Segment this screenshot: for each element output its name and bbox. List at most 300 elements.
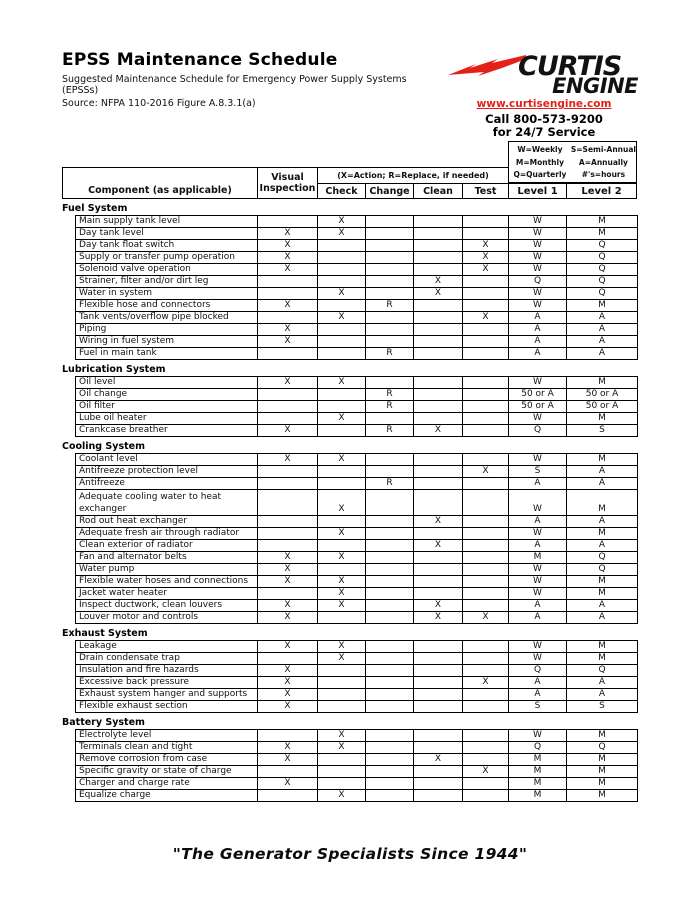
check-cell: X bbox=[318, 454, 366, 466]
check-cell bbox=[318, 689, 366, 701]
visual-inspection-cell: X bbox=[258, 564, 318, 576]
check-cell: X bbox=[318, 641, 366, 653]
check-cell: X bbox=[318, 576, 366, 588]
component-cell: Exhaust system hanger and supports bbox=[76, 689, 258, 701]
change-cell bbox=[366, 228, 414, 240]
clean-cell: X bbox=[414, 276, 463, 288]
legend-monthly: M=Monthly bbox=[515, 157, 564, 167]
check-cell: X bbox=[318, 490, 366, 516]
component-cell: Water in system bbox=[76, 288, 258, 300]
change-cell bbox=[366, 540, 414, 552]
section-title: Battery System bbox=[62, 717, 145, 728]
table-row bbox=[76, 478, 638, 490]
component-cell: Drain condensate trap bbox=[76, 653, 258, 665]
clean-cell bbox=[414, 689, 463, 701]
component-cell: Jacket water heater bbox=[76, 588, 258, 600]
test-cell bbox=[463, 689, 509, 701]
level2-cell: A bbox=[567, 689, 638, 701]
test-cell: X bbox=[463, 240, 509, 252]
visual-inspection-cell: X bbox=[258, 425, 318, 437]
level2-cell: A bbox=[567, 336, 638, 348]
table-row bbox=[76, 600, 638, 612]
clean-cell bbox=[414, 552, 463, 564]
section-title: Exhaust System bbox=[62, 628, 148, 639]
change-cell bbox=[366, 665, 414, 677]
level1-cell: W bbox=[509, 240, 567, 252]
column-header-test: Test bbox=[462, 183, 509, 199]
level1-cell: W bbox=[509, 730, 567, 742]
visual-inspection-cell bbox=[258, 276, 318, 288]
clean-cell bbox=[414, 264, 463, 276]
change-cell bbox=[366, 588, 414, 600]
clean-cell bbox=[414, 324, 463, 336]
clean-cell bbox=[414, 216, 463, 228]
change-cell bbox=[366, 216, 414, 228]
component-cell: Charger and charge rate bbox=[76, 778, 258, 790]
change-cell bbox=[366, 528, 414, 540]
check-cell bbox=[318, 240, 366, 252]
component-cell: Solenoid valve operation bbox=[76, 264, 258, 276]
table-row bbox=[76, 389, 638, 401]
visual-inspection-cell bbox=[258, 348, 318, 360]
level2-cell: M bbox=[567, 228, 638, 240]
visual-inspection-cell: X bbox=[258, 778, 318, 790]
change-cell bbox=[366, 778, 414, 790]
level1-cell: W bbox=[509, 454, 567, 466]
visual-inspection-cell: X bbox=[258, 252, 318, 264]
level1-cell: Q bbox=[509, 276, 567, 288]
legend-annually: A=Annually bbox=[578, 157, 628, 167]
level2-cell: A bbox=[567, 466, 638, 478]
clean-cell bbox=[414, 377, 463, 389]
clean-cell bbox=[414, 677, 463, 689]
clean-cell bbox=[414, 389, 463, 401]
visual-inspection-cell bbox=[258, 653, 318, 665]
visual-inspection-cell bbox=[258, 516, 318, 528]
check-cell bbox=[318, 300, 366, 312]
level1-cell: M bbox=[509, 790, 567, 802]
level2-cell: M bbox=[567, 766, 638, 778]
clean-cell bbox=[414, 348, 463, 360]
test-cell: X bbox=[463, 612, 509, 624]
visual-inspection-cell: X bbox=[258, 576, 318, 588]
test-cell bbox=[463, 336, 509, 348]
table-row bbox=[76, 264, 638, 276]
column-header-visual-inspection bbox=[257, 167, 318, 199]
clean-cell: X bbox=[414, 425, 463, 437]
component-cell: Fan and alternator belts bbox=[76, 552, 258, 564]
change-cell bbox=[366, 754, 414, 766]
level2-cell: M bbox=[567, 490, 638, 516]
level1-cell: M bbox=[509, 754, 567, 766]
component-cell: Crankcase breather bbox=[76, 425, 258, 437]
company-logo-block bbox=[448, 52, 640, 139]
table-row bbox=[76, 576, 638, 588]
section-table bbox=[75, 729, 638, 802]
visual-inspection-cell bbox=[258, 288, 318, 300]
table-row bbox=[76, 300, 638, 312]
level2-cell: M bbox=[567, 778, 638, 790]
visual-inspection-cell bbox=[258, 401, 318, 413]
table-row bbox=[76, 689, 638, 701]
check-cell bbox=[318, 425, 366, 437]
change-cell bbox=[366, 790, 414, 802]
service-line: for 24/7 Service bbox=[492, 125, 596, 139]
level2-cell: M bbox=[567, 730, 638, 742]
level1-cell: W bbox=[509, 490, 567, 516]
visual-inspection-cell: X bbox=[258, 742, 318, 754]
visual-inspection-cell bbox=[258, 413, 318, 425]
component-cell: Equalize charge bbox=[76, 790, 258, 802]
clean-cell bbox=[414, 701, 463, 713]
component-cell: Oil level bbox=[76, 377, 258, 389]
visual-inspection-cell: X bbox=[258, 300, 318, 312]
component-cell: Water pump bbox=[76, 564, 258, 576]
visual-inspection-cell bbox=[258, 466, 318, 478]
level2-cell: Q bbox=[567, 276, 638, 288]
level2-cell: M bbox=[567, 588, 638, 600]
clean-cell: X bbox=[414, 288, 463, 300]
component-cell: Leakage bbox=[76, 641, 258, 653]
component-cell: Inspect ductwork, clean louvers bbox=[76, 600, 258, 612]
component-cell: Day tank float switch bbox=[76, 240, 258, 252]
section-table bbox=[75, 640, 638, 713]
level2-cell: S bbox=[567, 425, 638, 437]
visual-inspection-cell: X bbox=[258, 228, 318, 240]
visual-inspection-cell: X bbox=[258, 701, 318, 713]
test-cell bbox=[463, 377, 509, 389]
visual-inspection-cell: X bbox=[258, 754, 318, 766]
table-row bbox=[76, 528, 638, 540]
level1-cell: Q bbox=[509, 665, 567, 677]
check-cell bbox=[318, 466, 366, 478]
visual-inspection-cell: X bbox=[258, 552, 318, 564]
change-cell bbox=[366, 641, 414, 653]
test-cell bbox=[463, 665, 509, 677]
visual-inspection-cell: X bbox=[258, 665, 318, 677]
visual-inspection-cell: X bbox=[258, 336, 318, 348]
change-cell bbox=[366, 701, 414, 713]
level1-cell: W bbox=[509, 564, 567, 576]
component-cell: Louver motor and controls bbox=[76, 612, 258, 624]
table-row bbox=[76, 516, 638, 528]
level2-cell: M bbox=[567, 528, 638, 540]
table-row bbox=[76, 701, 638, 713]
check-cell bbox=[318, 516, 366, 528]
change-cell bbox=[366, 689, 414, 701]
clean-cell bbox=[414, 336, 463, 348]
component-cell: Supply or transfer pump operation bbox=[76, 252, 258, 264]
test-cell bbox=[463, 425, 509, 437]
clean-cell bbox=[414, 730, 463, 742]
check-cell bbox=[318, 389, 366, 401]
level2-cell: Q bbox=[567, 264, 638, 276]
change-cell bbox=[366, 612, 414, 624]
check-cell bbox=[318, 252, 366, 264]
visual-inspection-cell bbox=[258, 389, 318, 401]
level2-cell: M bbox=[567, 300, 638, 312]
table-row bbox=[76, 312, 638, 324]
visual-inspection-cell bbox=[258, 766, 318, 778]
test-cell bbox=[463, 540, 509, 552]
table-row bbox=[76, 552, 638, 564]
column-header-change: Change bbox=[365, 183, 414, 199]
level2-cell: M bbox=[567, 790, 638, 802]
level2-cell: A bbox=[567, 516, 638, 528]
change-cell bbox=[366, 276, 414, 288]
component-cell: Strainer, filter and/or dirt leg bbox=[76, 276, 258, 288]
table-row bbox=[76, 778, 638, 790]
test-cell: X bbox=[463, 677, 509, 689]
change-cell bbox=[366, 552, 414, 564]
table-row bbox=[76, 677, 638, 689]
visual-inspection-cell: X bbox=[258, 600, 318, 612]
test-cell bbox=[463, 324, 509, 336]
visual-inspection-cell: X bbox=[258, 240, 318, 252]
check-cell: X bbox=[318, 653, 366, 665]
check-cell bbox=[318, 276, 366, 288]
component-cell: Lube oil heater bbox=[76, 413, 258, 425]
component-cell: Terminals clean and tight bbox=[76, 742, 258, 754]
test-cell bbox=[463, 754, 509, 766]
column-header-clean: Clean bbox=[413, 183, 463, 199]
legend-quarterly: Q=Quarterly bbox=[513, 170, 567, 180]
change-cell bbox=[366, 288, 414, 300]
visual-inspection-cell bbox=[258, 528, 318, 540]
page-title: EPSS Maintenance Schedule bbox=[62, 50, 338, 70]
visual-inspection-cell: X bbox=[258, 689, 318, 701]
change-cell bbox=[366, 413, 414, 425]
change-cell: R bbox=[366, 389, 414, 401]
change-cell bbox=[366, 730, 414, 742]
check-cell bbox=[318, 478, 366, 490]
check-cell: X bbox=[318, 588, 366, 600]
brand-name-engine: ENGINE bbox=[552, 74, 638, 98]
change-cell bbox=[366, 653, 414, 665]
column-header-check: Check bbox=[317, 183, 366, 199]
column-header-level2: Level 2 bbox=[566, 183, 637, 199]
change-cell bbox=[366, 516, 414, 528]
level2-cell: M bbox=[567, 754, 638, 766]
table-row bbox=[76, 228, 638, 240]
level2-cell: M bbox=[567, 454, 638, 466]
level1-cell: A bbox=[509, 336, 567, 348]
level1-cell: 50 or A bbox=[509, 389, 567, 401]
table-row bbox=[76, 754, 638, 766]
table-row bbox=[76, 324, 638, 336]
level1-cell: 50 or A bbox=[509, 401, 567, 413]
table-row bbox=[76, 454, 638, 466]
section-table bbox=[75, 215, 638, 360]
table-row bbox=[76, 612, 638, 624]
level2-cell: Q bbox=[567, 552, 638, 564]
check-cell bbox=[318, 324, 366, 336]
test-cell bbox=[463, 216, 509, 228]
level2-cell: A bbox=[567, 478, 638, 490]
test-cell: X bbox=[463, 252, 509, 264]
level1-cell: A bbox=[509, 677, 567, 689]
table-row bbox=[76, 336, 638, 348]
section-title: Cooling System bbox=[62, 441, 145, 452]
component-cell: Tank vents/overflow pipe blocked bbox=[76, 312, 258, 324]
test-cell bbox=[463, 653, 509, 665]
check-cell bbox=[318, 778, 366, 790]
visual-inspection-cell bbox=[258, 312, 318, 324]
clean-cell bbox=[414, 766, 463, 778]
table-row bbox=[76, 425, 638, 437]
level1-cell: W bbox=[509, 288, 567, 300]
website-link[interactable]: www.curtisengine.com bbox=[476, 98, 612, 110]
level1-cell: A bbox=[509, 612, 567, 624]
clean-cell bbox=[414, 588, 463, 600]
clean-cell bbox=[414, 778, 463, 790]
component-cell: Antifreeze bbox=[76, 478, 258, 490]
visual-inspection-cell bbox=[258, 490, 318, 516]
footer-slogan: "The Generator Specialists Since 1944" bbox=[172, 845, 528, 863]
test-cell bbox=[463, 389, 509, 401]
change-cell bbox=[366, 466, 414, 478]
test-cell bbox=[463, 413, 509, 425]
test-cell bbox=[463, 276, 509, 288]
check-cell bbox=[318, 264, 366, 276]
test-cell bbox=[463, 478, 509, 490]
change-cell bbox=[366, 264, 414, 276]
check-cell: X bbox=[318, 228, 366, 240]
change-cell bbox=[366, 377, 414, 389]
level2-cell: Q bbox=[567, 288, 638, 300]
level2-cell: M bbox=[567, 576, 638, 588]
table-row bbox=[76, 641, 638, 653]
check-cell: X bbox=[318, 528, 366, 540]
check-cell bbox=[318, 564, 366, 576]
component-cell: Oil filter bbox=[76, 401, 258, 413]
phone-line: Call 800-573-9200 bbox=[485, 112, 603, 126]
visual-inspection-cell: X bbox=[258, 612, 318, 624]
table-row bbox=[76, 276, 638, 288]
component-cell: Oil change bbox=[76, 389, 258, 401]
level2-cell: Q bbox=[567, 564, 638, 576]
clean-cell bbox=[414, 454, 463, 466]
clean-cell bbox=[414, 490, 463, 516]
test-cell bbox=[463, 516, 509, 528]
change-cell bbox=[366, 677, 414, 689]
visual-inspection-cell: X bbox=[258, 677, 318, 689]
component-cell: Coolant level bbox=[76, 454, 258, 466]
table-sections bbox=[62, 202, 638, 802]
check-cell: X bbox=[318, 730, 366, 742]
component-cell: Clean exterior of radiator bbox=[76, 540, 258, 552]
table-row bbox=[76, 377, 638, 389]
level1-cell: Q bbox=[509, 425, 567, 437]
level1-cell: M bbox=[509, 552, 567, 564]
clean-cell bbox=[414, 252, 463, 264]
change-cell bbox=[366, 600, 414, 612]
level1-cell: A bbox=[509, 478, 567, 490]
clean-cell bbox=[414, 790, 463, 802]
level1-cell: A bbox=[509, 348, 567, 360]
test-cell bbox=[463, 730, 509, 742]
clean-cell bbox=[414, 228, 463, 240]
test-cell bbox=[463, 228, 509, 240]
table-row bbox=[76, 588, 638, 600]
document-header bbox=[62, 50, 442, 109]
clean-cell bbox=[414, 564, 463, 576]
level2-cell: S bbox=[567, 701, 638, 713]
level1-cell: A bbox=[509, 516, 567, 528]
table-row bbox=[76, 240, 638, 252]
level1-cell: W bbox=[509, 641, 567, 653]
visual-inspection-cell bbox=[258, 216, 318, 228]
section-title: Fuel System bbox=[62, 203, 128, 214]
section-title: Lubrication System bbox=[62, 364, 166, 375]
level2-cell: M bbox=[567, 653, 638, 665]
component-cell: Main supply tank level bbox=[76, 216, 258, 228]
level1-cell: W bbox=[509, 588, 567, 600]
clean-cell bbox=[414, 312, 463, 324]
clean-cell bbox=[414, 300, 463, 312]
level1-cell: W bbox=[509, 576, 567, 588]
component-cell: Antifreeze protection level bbox=[76, 466, 258, 478]
clean-cell bbox=[414, 528, 463, 540]
component-cell: Specific gravity or state of charge bbox=[76, 766, 258, 778]
check-cell: X bbox=[318, 552, 366, 564]
visual-inspection-cell: X bbox=[258, 264, 318, 276]
table-row bbox=[76, 742, 638, 754]
table-row bbox=[76, 466, 638, 478]
table-row bbox=[76, 540, 638, 552]
brand-name-curtis: CURTIS bbox=[518, 51, 622, 82]
test-cell: X bbox=[463, 264, 509, 276]
level1-cell: W bbox=[509, 413, 567, 425]
visual-inspection-cell: X bbox=[258, 454, 318, 466]
visual-inspection-cell bbox=[258, 540, 318, 552]
test-cell: X bbox=[463, 466, 509, 478]
change-cell: R bbox=[366, 348, 414, 360]
visual-inspection-cell: X bbox=[258, 377, 318, 389]
clean-cell bbox=[414, 401, 463, 413]
change-cell bbox=[366, 336, 414, 348]
check-cell bbox=[318, 701, 366, 713]
change-cell bbox=[366, 312, 414, 324]
level2-cell: A bbox=[567, 540, 638, 552]
component-cell: Flexible hose and connectors bbox=[76, 300, 258, 312]
clean-cell bbox=[414, 742, 463, 754]
table-row bbox=[76, 665, 638, 677]
table-row bbox=[76, 401, 638, 413]
clean-cell bbox=[414, 240, 463, 252]
level1-cell: A bbox=[509, 689, 567, 701]
check-cell: X bbox=[318, 413, 366, 425]
clean-cell bbox=[414, 665, 463, 677]
component-cell: Insulation and fire hazards bbox=[76, 665, 258, 677]
table-row bbox=[76, 413, 638, 425]
level1-cell: W bbox=[509, 300, 567, 312]
test-cell bbox=[463, 701, 509, 713]
level1-cell: W bbox=[509, 264, 567, 276]
visual-inspection-cell bbox=[258, 730, 318, 742]
test-cell bbox=[463, 552, 509, 564]
test-cell bbox=[463, 742, 509, 754]
level1-cell: A bbox=[509, 312, 567, 324]
level1-cell: A bbox=[509, 540, 567, 552]
level2-cell: Q bbox=[567, 252, 638, 264]
visual-inspection-cell bbox=[258, 478, 318, 490]
clean-cell bbox=[414, 641, 463, 653]
table-row bbox=[76, 730, 638, 742]
component-cell: Rod out heat exchanger bbox=[76, 516, 258, 528]
clean-cell: X bbox=[414, 540, 463, 552]
check-cell bbox=[318, 766, 366, 778]
